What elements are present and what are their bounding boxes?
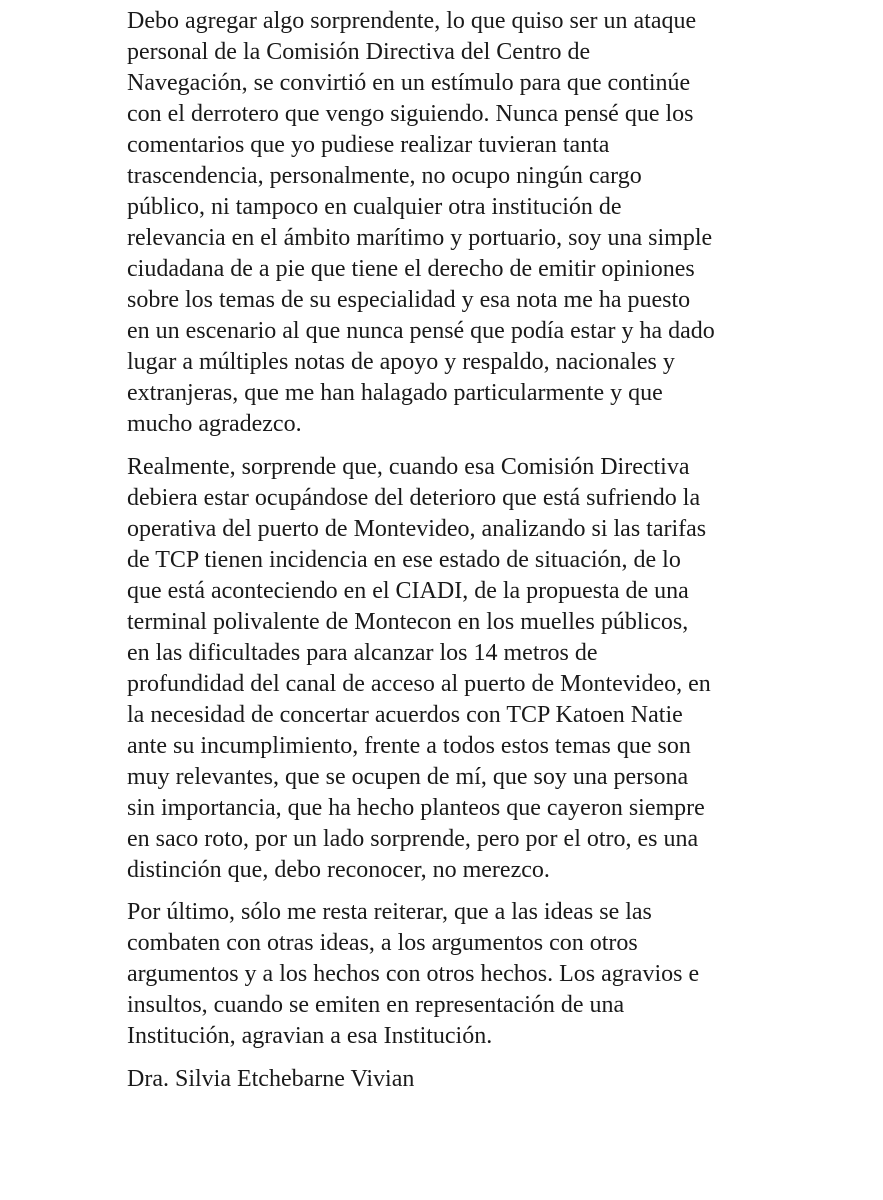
paragraph-line: sin importancia, que ha hecho planteos que cayeron siempre — [127, 795, 705, 821]
paragraph-line: la necesidad de concertar acuerdos con TCP Katoen Natie — [127, 702, 683, 728]
paragraph-line: relevancia en el ámbito marítimo y portuario, soy una simple — [127, 225, 713, 251]
paragraph-line: lugar a múltiples notas de apoyo y respaldo, nacionales y — [127, 349, 675, 375]
paragraph-line: en saco roto, por un lado sorprende, pero por el otro, es una — [127, 826, 699, 852]
paragraph-line: sobre los temas de su especialidad y esa nota me ha puesto — [127, 287, 691, 313]
paragraph-line: mucho agradezco. — [127, 411, 302, 437]
paragraph-line: ciudadana de a pie que tiene el derecho de emitir opiniones — [127, 256, 695, 282]
paragraph-line: Por último, sólo me resta reiterar, que a las ideas se las — [127, 899, 652, 925]
paragraph-line: en un escenario al que nunca pensé que podía estar y ha dado — [127, 318, 715, 344]
paragraph-line: muy relevantes, que se ocupen de mí, que soy una persona — [127, 764, 689, 790]
paragraph-line: distinción que, debo reconocer, no merezco. — [127, 857, 550, 883]
paragraph-line: ante su incumplimiento, frente a todos estos temas que son — [127, 733, 691, 759]
paragraph-line: terminal polivalente de Montecon en los muelles públicos, — [127, 609, 689, 635]
paragraph-line: comentarios que yo pudiese realizar tuvieran tanta — [127, 132, 610, 158]
paragraph-line: público, ni tampoco en cualquier otra institución de — [127, 194, 622, 220]
paragraph-2 — [127, 452, 847, 886]
paragraph-line: en las dificultades para alcanzar los 14 metros de — [127, 640, 598, 666]
paragraph-line: personal de la Comisión Directiva del Centro de — [127, 39, 591, 65]
paragraph-line: que está aconteciendo en el CIADI, de la propuesta de una — [127, 578, 689, 604]
paragraph-line: Realmente, sorprende que, cuando esa Comisión Directiva — [127, 454, 690, 480]
paragraph-line: profundidad del canal de acceso al puerto de Montevideo, en — [127, 671, 711, 697]
paragraph-line: debiera estar ocupándose del deterioro que está sufriendo la — [127, 485, 701, 511]
paragraph-line: Navegación, se convirtió en un estímulo para que continúe — [127, 70, 691, 96]
signature — [127, 1064, 847, 1095]
paragraph-line: insultos, cuando se emiten en representación de una — [127, 992, 625, 1018]
paragraph-line: Institución, agravian a esa Institución. — [127, 1023, 493, 1049]
paragraph-line: argumentos y a los hechos con otros hechos. Los agravios e — [127, 961, 700, 987]
paragraph-1 — [127, 6, 847, 440]
signature-text: Dra. Silvia Etchebarne Vivian — [127, 1066, 415, 1092]
paragraph-line: extranjeras, que me han halagado particularmente y que — [127, 380, 663, 406]
paragraph-line: combaten con otras ideas, a los argumentos con otros — [127, 930, 638, 956]
paragraph-3 — [127, 897, 847, 1052]
paragraph-line: con el derrotero que vengo siguiendo. Nunca pensé que los — [127, 101, 694, 127]
paragraph-line: operativa del puerto de Montevideo, analizando si las tarifas — [127, 516, 707, 542]
paragraph-line: trascendencia, personalmente, no ocupo ningún cargo — [127, 163, 642, 189]
paragraph-line: Debo agregar algo sorprendente, lo que quiso ser un ataque — [127, 8, 697, 34]
paragraph-line: de TCP tienen incidencia en ese estado de situación, de lo — [127, 547, 681, 573]
